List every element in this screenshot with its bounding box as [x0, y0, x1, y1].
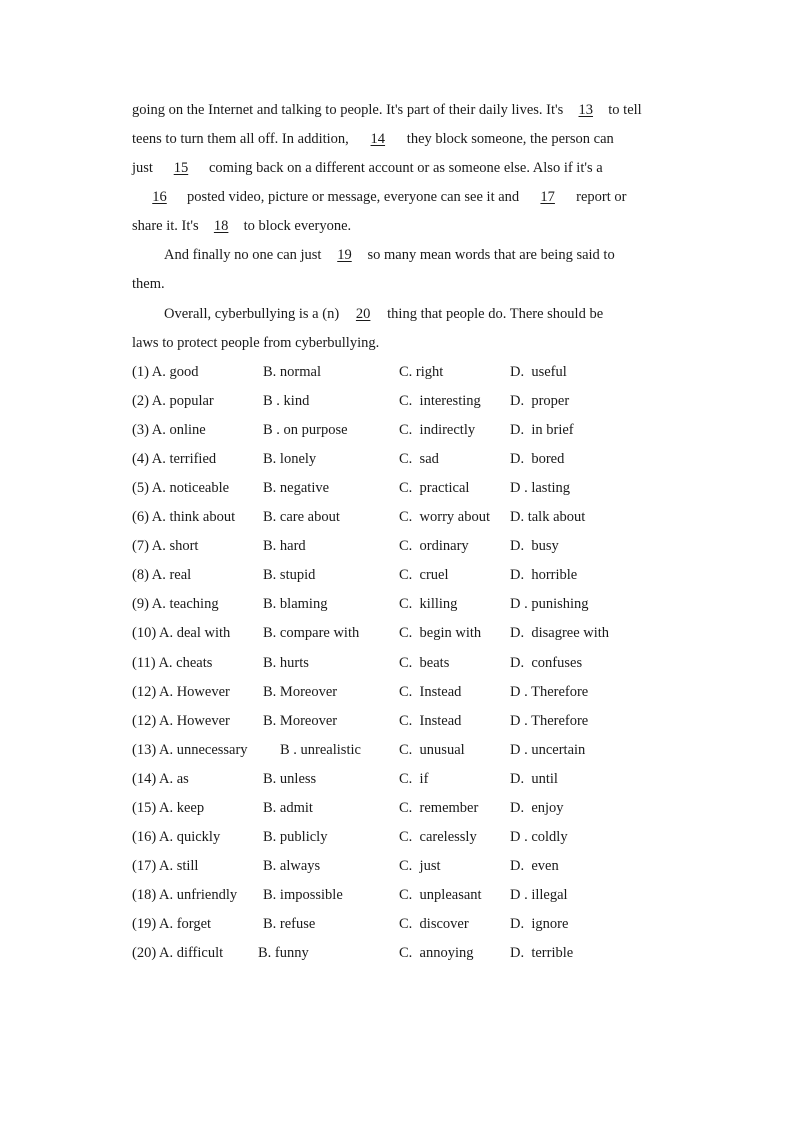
passage-text: posted video, picture or message, everyone can see it and	[187, 189, 520, 205]
option-row	[132, 391, 692, 411]
option-a: (11) A. cheats	[132, 654, 213, 671]
answer-blank: 19	[337, 247, 352, 263]
passage-line	[164, 245, 615, 265]
passage-text: they block someone, the person can	[406, 131, 614, 147]
option-row	[132, 827, 692, 847]
option-c: C. practical	[399, 480, 470, 497]
option-d: D. busy	[510, 538, 559, 555]
option-d: D. bored	[510, 451, 565, 468]
option-row	[132, 362, 692, 382]
passage-text: teens to turn them all off. In addition,	[132, 131, 349, 147]
passage-line	[132, 187, 627, 207]
option-b: B. refuse	[263, 915, 316, 932]
option-d: D. talk about	[510, 509, 586, 526]
passage-line	[132, 333, 379, 353]
option-d: D. in brief	[510, 422, 574, 439]
option-a: (12) A. However	[132, 712, 230, 729]
passage-text: share it. It's	[132, 218, 199, 234]
option-b: B. compare with	[263, 625, 360, 642]
option-c: C. interesting	[399, 393, 481, 410]
option-d: D . uncertain	[510, 741, 586, 758]
option-c: C. cruel	[399, 567, 449, 584]
option-row	[132, 740, 692, 760]
answer-blank: 18	[213, 218, 229, 234]
option-b: B. funny	[258, 945, 309, 961]
option-row	[132, 420, 692, 440]
option-b: B. hurts	[263, 654, 309, 671]
passage-line	[132, 216, 351, 236]
passage-text: just	[132, 160, 153, 176]
option-a: (17) A. still	[132, 857, 199, 874]
option-row	[132, 623, 692, 643]
option-row	[132, 449, 692, 469]
option-d: D. useful	[510, 364, 567, 380]
option-a: (13) A. unnecessary	[132, 741, 248, 758]
option-b: B. always	[263, 857, 321, 874]
option-c: C. just	[399, 857, 441, 874]
answer-blank: 15	[173, 160, 189, 176]
passage-text: to block everyone.	[243, 218, 352, 234]
option-a: (2) A. popular	[132, 393, 214, 410]
passage-line	[132, 274, 165, 294]
option-row	[132, 653, 692, 673]
option-d: D . punishing	[510, 596, 589, 613]
passage-text: to tell	[608, 102, 642, 118]
answer-blank: 13	[578, 102, 594, 118]
option-c: C. killing	[399, 596, 458, 613]
option-b: B. hard	[263, 538, 306, 555]
option-a: (8) A. real	[132, 567, 192, 584]
passage-text: so many mean words that are being said to	[367, 247, 615, 263]
option-a: (14) A. as	[132, 770, 189, 787]
option-row	[132, 565, 692, 585]
option-row	[132, 478, 692, 498]
option-a: (5) A. noticeable	[132, 480, 230, 497]
option-b: B. Moreover	[263, 683, 338, 700]
option-b: B. blaming	[263, 596, 328, 613]
option-a: (20) A. difficult	[132, 945, 224, 961]
option-a: (7) A. short	[132, 538, 199, 555]
option-d: D. proper	[510, 393, 570, 410]
option-c: C. remember	[399, 799, 479, 816]
option-row	[132, 769, 692, 789]
option-c: C. Instead	[399, 712, 462, 729]
passage-line	[132, 100, 642, 120]
option-c: C. carelessly	[399, 828, 477, 845]
passage-text: report or	[576, 189, 627, 205]
option-c: C. unpleasant	[399, 886, 482, 903]
option-a: (18) A. unfriendly	[132, 886, 238, 903]
answer-blank: 20	[355, 306, 371, 322]
option-c: C. if	[399, 770, 429, 787]
option-c: C. sad	[399, 451, 439, 468]
passage-line	[132, 129, 614, 149]
option-b: B . unrealistic	[280, 741, 361, 758]
option-c: C. begin with	[399, 625, 482, 642]
option-a: (4) A. terrified	[132, 451, 217, 468]
option-b: B. lonely	[263, 451, 317, 468]
option-c: C. ordinary	[399, 538, 469, 555]
passage-line	[132, 158, 603, 178]
option-b: B. normal	[263, 364, 321, 380]
passage-text: going on the Internet and talking to people. It's part of their daily lives. It's	[132, 102, 564, 118]
passage-line	[164, 304, 603, 324]
option-b: B. unless	[263, 770, 317, 787]
answer-blank: 17	[540, 189, 555, 205]
option-b: B. impossible	[263, 886, 343, 903]
option-a: (16) A. quickly	[132, 828, 221, 845]
option-b: B. publicly	[263, 828, 328, 845]
passage-text: And finally no one can just	[164, 247, 322, 263]
option-d: D. even	[510, 857, 559, 874]
option-row	[132, 914, 692, 934]
option-b: B . kind	[263, 393, 310, 410]
option-d: D . lasting	[510, 480, 571, 497]
option-c: C. discover	[399, 915, 469, 932]
option-a: (1) A. good	[132, 364, 199, 380]
option-d: D. enjoy	[510, 799, 564, 816]
option-row	[132, 798, 692, 818]
option-d: D. confuses	[510, 654, 583, 671]
option-c: C. worry about	[399, 509, 491, 526]
option-a: (9) A. teaching	[132, 596, 219, 613]
option-d: D . Therefore	[510, 683, 589, 700]
option-c: C. beats	[399, 654, 450, 671]
passage-text: thing that people do. There should be	[387, 306, 604, 322]
option-a: (6) A. think about	[132, 509, 236, 526]
option-c: C. annoying	[399, 945, 474, 961]
option-row	[132, 943, 692, 963]
option-d: D. disagree with	[510, 625, 610, 642]
option-d: D. horrible	[510, 567, 578, 584]
option-a: (15) A. keep	[132, 799, 205, 816]
option-b: B. Moreover	[263, 712, 338, 729]
answer-blank: 14	[370, 131, 386, 147]
option-row	[132, 711, 692, 731]
option-b: B. negative	[263, 480, 330, 497]
answer-blank: 16	[152, 189, 167, 205]
option-b: B. admit	[263, 799, 313, 816]
option-row	[132, 536, 692, 556]
option-row	[132, 507, 692, 527]
option-c: C. unusual	[399, 741, 465, 758]
passage-text: laws to protect people from cyberbullying.	[132, 335, 380, 351]
option-d: D . illegal	[510, 886, 568, 903]
option-row	[132, 594, 692, 614]
option-a: (19) A. forget	[132, 915, 212, 932]
option-row	[132, 682, 692, 702]
option-row	[132, 856, 692, 876]
option-d: D . Therefore	[510, 712, 589, 729]
option-b: B. care about	[263, 509, 340, 526]
option-a: (12) A. However	[132, 683, 230, 700]
option-b: B . on purpose	[263, 422, 348, 439]
passage-text: Overall, cyberbullying is a (n)	[164, 306, 340, 322]
option-a: (3) A. online	[132, 422, 206, 439]
option-d: D . coldly	[510, 828, 568, 845]
option-d: D. ignore	[510, 915, 569, 932]
option-d: D. terrible	[510, 945, 574, 961]
passage-text: them.	[132, 276, 165, 292]
option-d: D. until	[510, 770, 558, 787]
passage-text: coming back on a different account or as someone else. Also if it's a	[208, 160, 603, 176]
option-b: B. stupid	[263, 567, 316, 584]
option-a: (10) A. deal with	[132, 625, 231, 642]
option-c: C. Instead	[399, 683, 462, 700]
option-c: C. right	[399, 364, 444, 380]
option-row	[132, 885, 692, 905]
option-c: C. indirectly	[399, 422, 476, 439]
